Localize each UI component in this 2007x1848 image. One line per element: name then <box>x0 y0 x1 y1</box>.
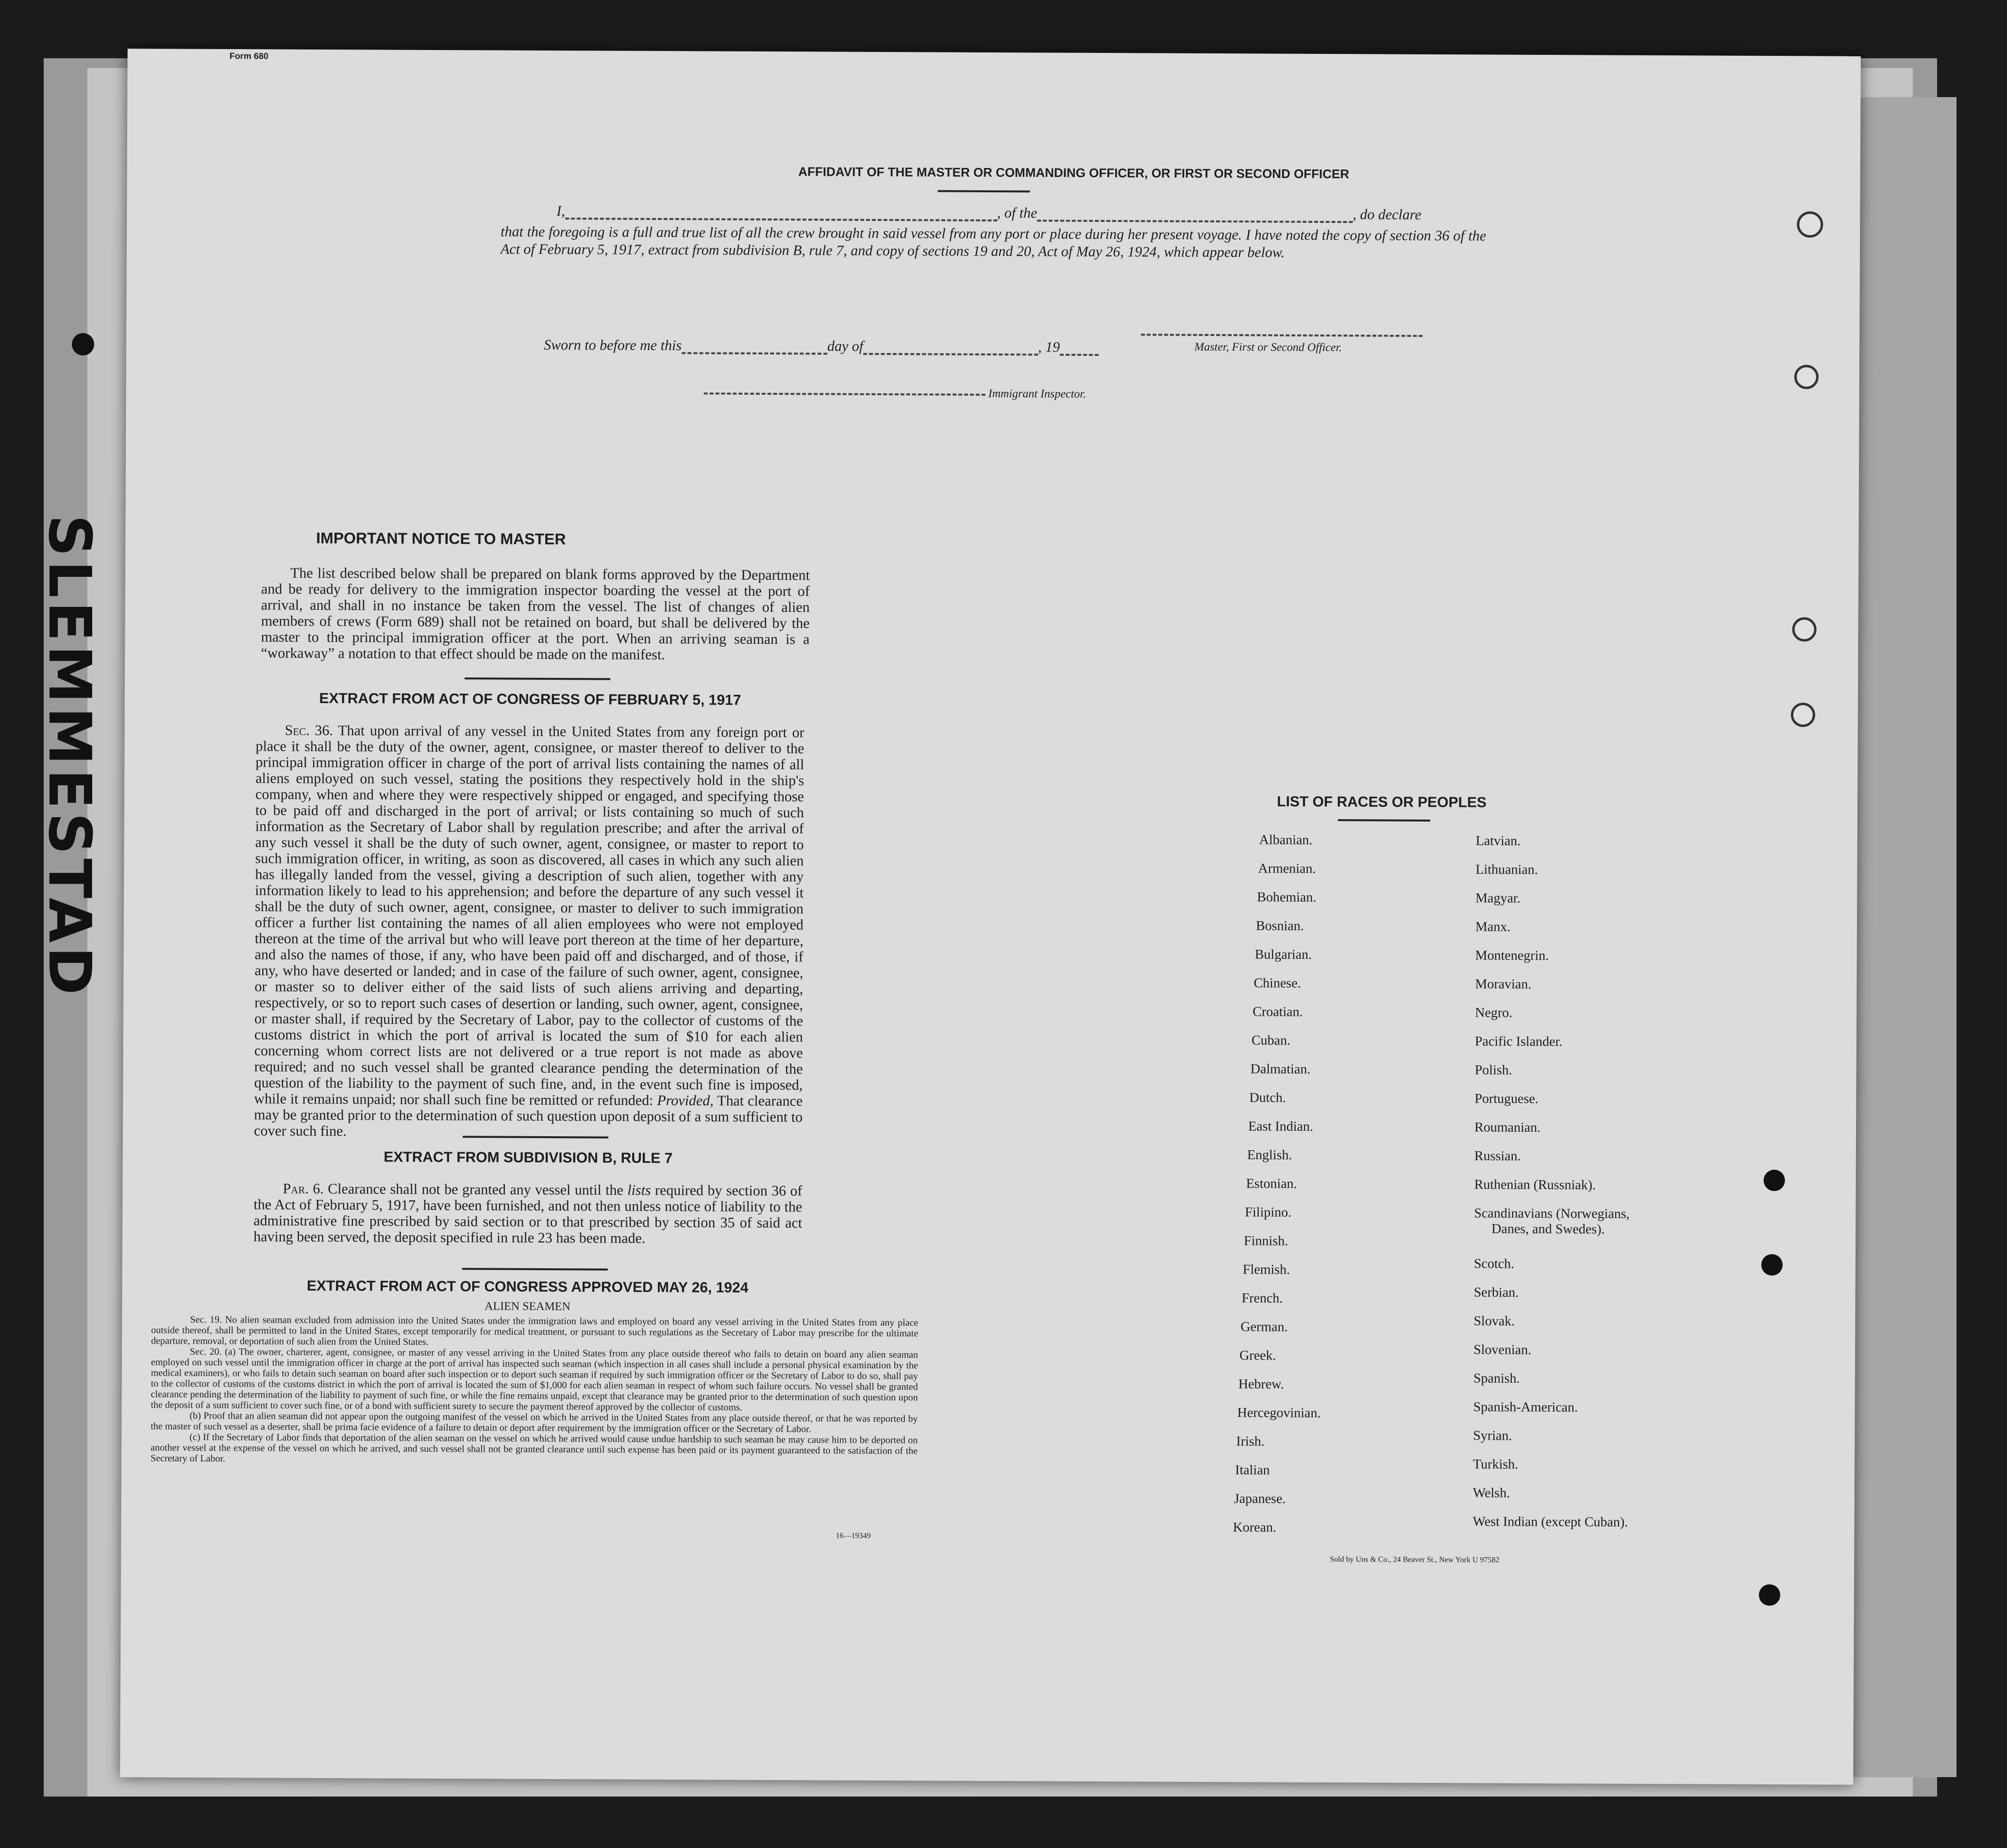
race-item: Slovak. <box>1473 1313 1515 1329</box>
section-body: That upon arrival of any vessel in the United States from any foreign port or place it shall be the duty of the owner, agent, consignee, or master thereof to deliver to the principal immigration officer in charge of the port of arrival lists containing the names of all aliens employed on such vessel, stating the positions they respectively hold in the ship's company, when and where they were respectively shipped or engaged, and specifying those to be paid off and discharged in the port of arrival; or lists containing so much of such information as the Secretary of Labor shall by regulation prescribe; and after the arrival of any such vessel it shall be the duty of such owner, agent, consignee, or master to report to such immigration officer, in writing, as soon as discovered, all cases in which any such alien has illegally landed from the vessel, giving a description of such alien, together with any information likely to lead to his apprehension; and before the departure of any such vessel it shall be the duty of such owner, agent, consignee, or master to deliver to such immigration officer a further list containing the names of all alien employees who were not employed thereon at the time of the arrival but who will leave port thereon at the time of her departure, and also the names of those, if any, who have been paid off and discharged, and of those, if any, who have deserted or landed; and in case of the failure of such owner, agent, consignee, or master so to deliver either of the said lists of such aliens arriving and departing, respectively, or so to report such cases of desertion or landing, such owner, agent, consignee, or master shall, if required by the Secretary of Labor, pay to the collector of customs of the customs district in which the port of arrival is located the sum of $10 for each alien concerning whom correct lists are not delivered or a true report is not made as above required; and no such vessel shall be granted clearance pending the determination of the question of the liability to the payment of such fine, and, in the event such fine is imposed, while it remains unpaid; nor shall such fine be remitted or refunded: <box>254 722 804 1109</box>
race-item: Negro. <box>1475 1005 1513 1021</box>
race-item: Irish. <box>1236 1434 1265 1449</box>
race-item: French. <box>1241 1291 1283 1306</box>
race-item: Slovenian. <box>1473 1342 1532 1358</box>
race-item: Lithuanian. <box>1475 862 1538 877</box>
punch-hole <box>1759 1584 1780 1606</box>
race-item: Spanish-American. <box>1473 1399 1578 1415</box>
punch-hole <box>1791 703 1815 727</box>
race-item: Pacific Islander. <box>1474 1034 1563 1050</box>
race-item: Italian <box>1235 1462 1270 1478</box>
punch-hole <box>1794 365 1819 389</box>
race-item: Estonian. <box>1246 1176 1297 1192</box>
punch-hole <box>1797 211 1823 237</box>
race-item: Portuguese. <box>1474 1091 1539 1107</box>
race-item: Hebrew. <box>1238 1377 1284 1392</box>
race-item: Roumanian. <box>1474 1120 1541 1135</box>
race-item: West Indian (except Cuban). <box>1472 1514 1628 1530</box>
affidavit-body: that the foregoing is a full and true list of all the crew brought in said vessel from any port or place during her present voyage. I have noted the copy of section 36 of the Act of February 5, 1917, extract from subdivision B, rule 7, and copy of sections 19 and 20, Act of May 26, 1924, which appear below. <box>500 223 1487 261</box>
divider <box>462 1268 608 1270</box>
lists-word: lists <box>627 1182 651 1198</box>
race-item: Russian. <box>1474 1148 1521 1164</box>
form-number: Form 680 <box>229 51 268 61</box>
race-item: Finnish. <box>1244 1233 1288 1249</box>
race-item: Syrian. <box>1473 1428 1512 1444</box>
race-item: Welsh. <box>1472 1485 1510 1501</box>
sworn-month-field[interactable] <box>863 353 1038 356</box>
section-body-end: That clearance may be granted prior to the determination of such question upon deposit of a sum sufficient to cover such fine. <box>253 1092 803 1140</box>
inspector-signature-field[interactable] <box>704 392 986 396</box>
rule7-title: EXTRACT FROM SUBDIVISION B, RULE 7 <box>384 1149 673 1167</box>
form-page <box>120 49 1860 1785</box>
race-item: Latvian. <box>1475 833 1521 849</box>
race-item: Moravian. <box>1475 976 1532 992</box>
affidavit-title: AFFIDAVIT OF THE MASTER OR COMMANDING OFFICER, OR FIRST OR SECOND OFFICER <box>798 164 1350 182</box>
race-item: Dutch. <box>1249 1090 1286 1106</box>
race-item: Croatian. <box>1253 1004 1303 1020</box>
sworn-text: , 19 <box>1038 339 1060 355</box>
race-item: Filipino. <box>1245 1205 1292 1220</box>
binder-hole <box>72 333 94 355</box>
races-title: LIST OF RACES OR PEOPLES <box>1277 793 1487 811</box>
race-item: Magyar. <box>1475 890 1521 906</box>
divider <box>1338 819 1430 822</box>
race-item: German. <box>1240 1319 1288 1335</box>
sworn-year-field[interactable] <box>1060 354 1099 356</box>
extract-1924-title: EXTRACT FROM ACT OF CONGRESS APPROVED MAY 26, 1924 <box>306 1277 749 1296</box>
extract-1917-text <box>254 722 804 1141</box>
rule7-body: required by section 36 of the Act of February 5, 1917, have been furnished, and not then unless notice of liability to the administrative fine prescribed by said section or to that prescribed by section 35 of said act having been served, the deposit specified in rule 23 has been made. <box>253 1182 803 1246</box>
race-item: Greek. <box>1239 1348 1276 1363</box>
race-item: Armenian. <box>1258 861 1316 876</box>
sworn-text: day of <box>827 338 864 354</box>
race-item: Ruthenian (Russniak). <box>1474 1177 1596 1193</box>
race-item: English. <box>1247 1147 1292 1163</box>
affidavit-text: , do declare <box>1353 206 1422 223</box>
sworn-line <box>544 337 1099 356</box>
race-item: Flemish. <box>1242 1262 1290 1277</box>
punch-hole <box>1761 1254 1783 1276</box>
race-item: Chinese. <box>1254 975 1301 991</box>
extract-1924-subtitle: ALIEN SEAMEN <box>485 1300 570 1313</box>
race-item: Dalmatian. <box>1250 1061 1311 1077</box>
master-signature-label: Master, First or Second Officer. <box>1194 340 1342 354</box>
race-item: Hercegovinian. <box>1237 1405 1321 1421</box>
race-item: East Indian. <box>1248 1119 1313 1134</box>
race-item: Serbian. <box>1473 1285 1519 1300</box>
affidavit-text: , of the <box>997 205 1037 221</box>
sec19-text: Sec. 19. No alien seaman excluded from admission into the United States under the immigration laws and employed on board any vessel arriving in the United States from any place outside thereof, shall be permitted to land in the United States, except temporarily for medical treatment, or pursuant to such regulations as the Secretary of Labor may prescribe for the ultimate departure, removal, or deportation of such alien from the United States. <box>151 1314 919 1347</box>
race-item: Bohemian. <box>1257 890 1317 905</box>
race-item: Danes, and Swedes). <box>1491 1221 1605 1237</box>
punch-hole <box>1792 617 1816 641</box>
race-item: Montenegrin. <box>1475 948 1549 964</box>
race-item: Korean. <box>1233 1520 1276 1535</box>
notice-title: IMPORTANT NOTICE TO MASTER <box>316 529 566 548</box>
extract-1924-body <box>151 1314 918 1467</box>
handwritten-vessel-name: SLEMMESTAD <box>35 515 103 999</box>
vessel-field[interactable] <box>1037 219 1353 223</box>
sworn-day-field[interactable] <box>682 352 827 354</box>
race-item: Scandinavians (Norwegians, <box>1474 1206 1630 1222</box>
race-item: Bulgarian. <box>1254 947 1312 962</box>
race-item: Polish. <box>1474 1062 1512 1078</box>
extract-1917-title: EXTRACT FROM ACT OF CONGRESS OF FEBRUARY 5, 1917 <box>319 690 741 708</box>
divider <box>465 677 610 680</box>
rule7-text <box>253 1180 803 1247</box>
section-label: Sec. 36. <box>284 722 334 739</box>
punch-hole <box>1764 1170 1785 1191</box>
affidavit-line-1 <box>556 203 1421 223</box>
provided-label: Provided, <box>657 1092 714 1109</box>
affidavit-text: I, <box>556 203 565 219</box>
printer-credit: Sold by Uns & Co., 24 Beaver St., New York U 97582 <box>1330 1555 1500 1564</box>
master-signature-field[interactable] <box>1141 334 1422 337</box>
race-item: Albanian. <box>1259 832 1313 848</box>
rule7-body: Clearance shall not be granted any vessel until the <box>328 1181 623 1198</box>
race-item: Japanese. <box>1234 1491 1286 1507</box>
race-item: Spanish. <box>1473 1371 1520 1386</box>
divider <box>938 190 1030 193</box>
race-item: Bosnian. <box>1255 918 1304 934</box>
form-code: 16—19349 <box>836 1531 871 1540</box>
race-item: Cuban. <box>1251 1033 1291 1048</box>
sec20a-text: Sec. 20. (a) The owner, charterer, agent, consignee, or master of any vessel arriving in the United States from any place outside thereof who fails to detain on board any alien seaman employed on such vessel until the immigration officer in charge at the port of arrival has inspected such seaman (which inspection in all cases shall include a personal physical examination by the medical examiners), or who fails to detain such seaman on board after such inspection or to deport such seaman if required by such immigration officer or the Secretary of Labor to do so, shall pay to the collector of customs of the customs district in which the port of arrival is located the sum of $1,000 for each alien seaman in respect of whom such failure occurs. No vessel shall be granted clearance pending the determination of the liability to payment of such fine, or while the fine remains unpaid, except that clearance may be granted prior to the determination of such question upon the deposit of a sum sufficient to cover such fine, or of a bond with sufficient surety to secure the payment thereof approved by the collector of customs. <box>151 1346 919 1413</box>
race-item: Turkish. <box>1473 1457 1519 1472</box>
name-field[interactable] <box>565 218 997 221</box>
race-item: Scotch. <box>1473 1256 1515 1272</box>
sworn-text: Sworn to before me this <box>544 336 682 354</box>
paragraph-label: Par. 6. <box>283 1180 324 1197</box>
race-item: Manx. <box>1475 919 1511 935</box>
notice-text: The list described below shall be prepared on blank forms approved by the Department and be ready for delivery to the immigration inspector boarding the vessel at the port of arrival, and shall in no instance be taken from the vessel. The list of changes of alien members of crews (Form 689) shall not be retained on board, but shall be delivered by the master to the principal immigration officer at the port. When an arriving seaman is a “workaway” a notation to that effect should be made on the manifest. <box>261 565 810 663</box>
inspector-signature-label: Immigrant Inspector. <box>988 387 1087 401</box>
sec20b-text: (b) Proof that an alien seaman did not appear upon the outgoing manifest of the vessel on which he arrived in the United States from any place outside thereof, or that he was reported by the master of such vessel as a deserter, shall be prima facie evidence of a failure to detain or deport after requirement by the immigration officer or the Secretary of Labor. <box>151 1410 918 1435</box>
sec20c-text: (c) If the Secretary of Labor finds that deportation of the alien seaman on the vessel on which he arrived would cause undue hardship to such seaman he may cause him to be deported on another vessel at the expense of the vessel on which he arrived, and such vessel shall not be granted clearance until such expense has been paid or its payment guaranteed to the satisfaction of the Secretary of Labor. <box>151 1431 918 1464</box>
